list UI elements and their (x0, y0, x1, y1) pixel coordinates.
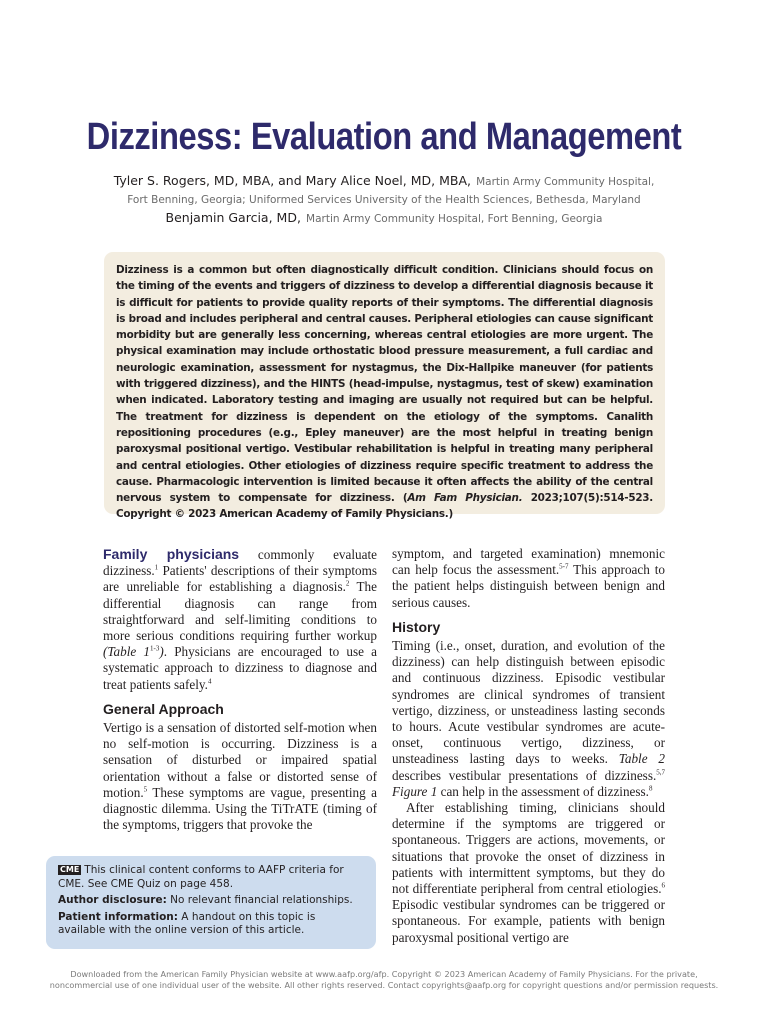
copyright-footer: Downloaded from the American Family Physician website at www.aafp.org/afp. Copyright © 2023 American Academy of Family Physicians. For the private, noncommercial use of one individual user of the website. All other rights reserved. Contact copyrights@aafp.org for copyright questions and/or permission requests. (49, 969, 719, 990)
body-paragraph: Timing (i.e., onset, duration, and evolution of the dizziness) can help distinguish between episodic and continuous dizziness. Episodic vestibular syndromes are clinical syndromes of transient vertigo, dizziness, or unsteadiness lasting seconds to hours. Acute vestibular syndromes are acute-onset, continuous vertigo, dizziness, or unsteadiness lasting days to weeks. Table 2 describes vestibular presentations of dizziness.$^{5,7}$ Figure 1 can help in the assessment of dizziness.$^8$ (392, 638, 665, 799)
left-column (103, 546, 377, 833)
section-heading: General Approach (103, 700, 224, 717)
body-paragraph: symptom, and targeted examination) mnemonic can help focus the assessment.$^{5-7}$ This approach to the patient helps distinguish between benign and serious causes. (392, 546, 665, 610)
abstract-box (104, 252, 665, 521)
author-affiliation: Martin Army Community Hospital, (476, 176, 655, 188)
cme-statement: CME This clinical content conforms to AAFP criteria for CME. See CME Quiz on page 458. (58, 864, 344, 890)
cme-badge: CME (60, 865, 80, 874)
journal-name: Am Fam Physician. (407, 492, 523, 505)
cme-info-box (46, 856, 376, 949)
author-disclosure: Author disclosure: No relevant financial relationships. (58, 894, 353, 907)
author-affiliation: Fort Benning, Georgia; Uniformed Services University of the Health Sciences, Bethesda, Maryland (127, 194, 641, 206)
table-reference: (Table 1 (103, 644, 150, 660)
intro-paragraph: Family physicians commonly evaluate dizziness.$^1$ Patients' descriptions of their symptoms are unreliable for establishing a diagnosis.$^2$ The differential diagnosis can range from straightforward and self-limiting conditions to more serious conditions requiring further workup (Table 1$^{1-3}$). Physicians are encouraged to use a systematic approach to dizziness to diagnose and treat patients safely.$^4$ (103, 546, 377, 692)
author-affiliation: Martin Army Community Hospital, Fort Benning, Georgia (306, 213, 603, 225)
author-names: Tyler S. Rogers, MD, MBA, and Mary Alice Noel, MD, MBA, (113, 173, 471, 188)
patient-information: Patient information: A handout on this topic is available with the online version of this article. (58, 910, 316, 937)
article-title: Dizziness: Evaluation and Management (86, 116, 682, 158)
table-reference: Table 2 (618, 751, 665, 767)
body-paragraph: After establishing timing, clinicians should determine if the symptoms are triggered or spontaneous. Triggers are actions, movements, or situations that provoke the onset of dizziness in patients with intermittent symptoms, but they do not differentiate peripheral from central etiologies.$^6$ Episodic vestibular syndromes can be triggered or spontaneous. For example, patients with benign paroxysmal positional vertigo are (392, 800, 665, 945)
right-column (392, 546, 665, 946)
body-paragraph: Vertigo is a sensation of distorted self-motion when no self-motion is occurring. Dizziness is a sensation of disturbed or impaired spatial orientation without a false or distorted sense of motion.$^5$ These symptoms are vague, presenting a diagnostic dilemma. Using the TiTrATE (timing of the symptoms, triggers that provoke the (103, 720, 377, 833)
lead-in: Family physicians (103, 546, 240, 562)
author-line-1 (40, 170, 728, 189)
section-heading: History (392, 618, 441, 635)
author-line-3 (40, 207, 728, 226)
author-line-2 (40, 188, 728, 207)
figure-reference: Figure 1 (392, 783, 438, 799)
author-names: Benjamin Garcia, MD, (165, 210, 301, 225)
abstract-text: Dizziness is a common but often diagnostically difficult condition. Clinicians should focus on the timing of the events and triggers of dizziness to develop a differential diagnosis because it is difficult for patients to provide quality reports of their symptoms. The differential diagnosis is broad and includes peripheral and central causes. Peripheral etiologies can cause significant morbidity but are generally less concerning, whereas central etiologies are more urgent. The physical examination may include orthostatic blood pressure measurement, a full cardiac and neurologic examination, assessment for nystagmus, the Dix-Hallpike maneuver (for patients with triggered dizziness), and the HINTS (head-impulse, nystagmus, test of skew) examination when indicated. Laboratory testing and imaging are usually not required but can be helpful. The treatment for dizziness is dependent on the etiology of the symptoms. Canalith repositioning procedures (e.g., Epley maneuver) are the most helpful in treating benign paroxysmal positional vertigo. Vestibular rehabilitation is helpful in treating many peripheral and central etiologies. Other etiologies of dizziness require specific treatment to address the cause. Pharmacologic intervention is limited because it often affects the ability of the central nervous system to compensate for dizziness. (Am Fam Physician. 2023;107(5):514-523. Copyright © 2023 American Academy of Family Physicians.) (116, 264, 653, 521)
